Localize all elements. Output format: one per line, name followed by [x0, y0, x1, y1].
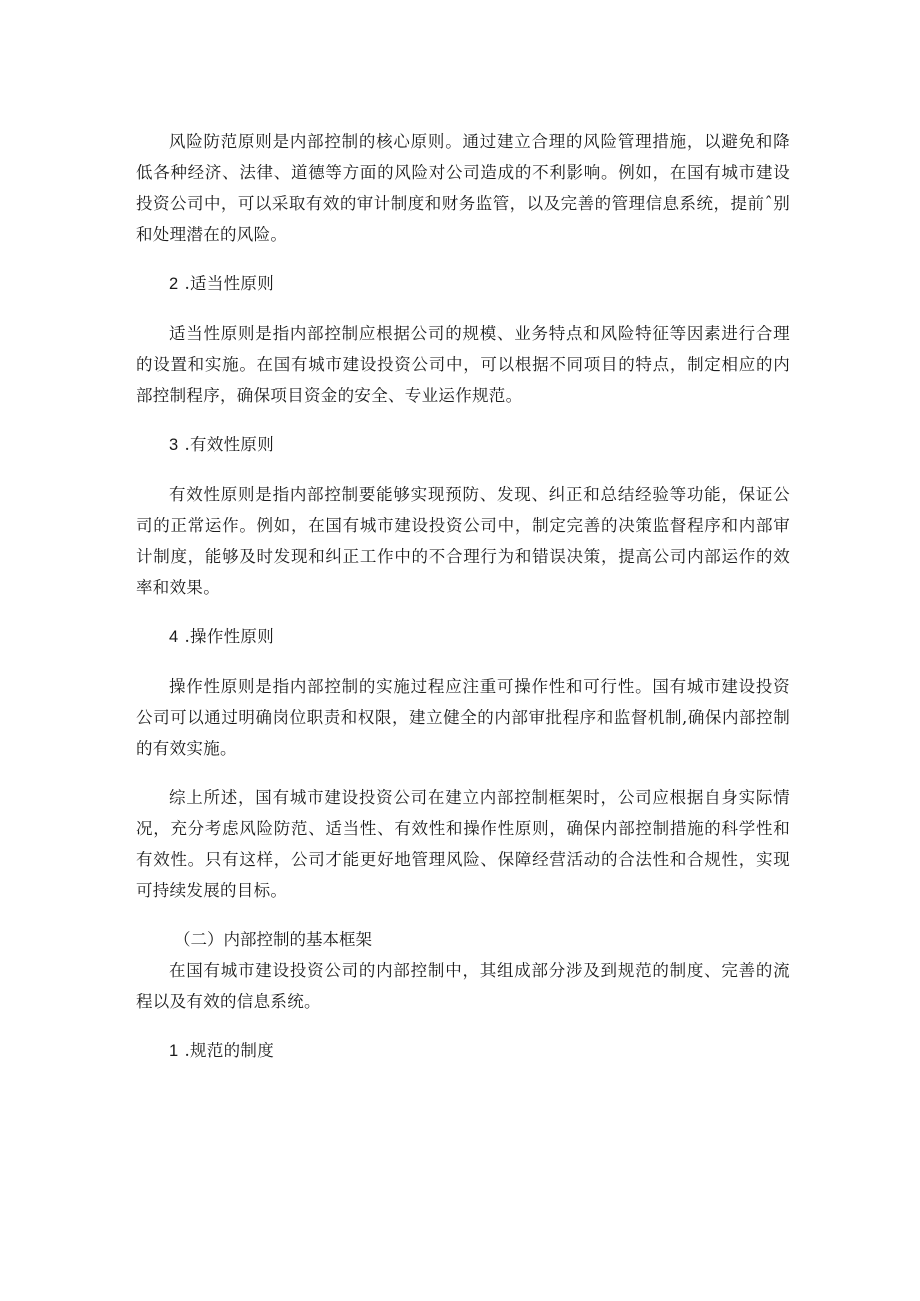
paragraph-framework-intro: 在国有城市建设投资公司的内部控制中，其组成部分涉及到规范的制度、完善的流程以及有效的信息系统。: [136, 961, 790, 1011]
section-subheading-basic-framework: （二）内部控制的基本框架: [174, 930, 372, 949]
paragraph-appropriateness: 适当性原则是指内部控制应根据公司的规模、业务特点和风险特征等因素进行合理的设置和实施。在国有城市建设投资公司中，可以根据不同项目的特点，制定相应的内部控制程序，确保项目资金的安全、专业运作规范。: [136, 324, 790, 405]
heading-number: 4: [169, 628, 179, 646]
paragraph-effectiveness: 有效性原则是指内部控制要能够实现预防、发现、纠正和总结经验等功能，保证公司的正常运作。例如，在国有城市建设投资公司中，制定完善的决策监督程序和内部审计制度，能够及时发现和纠正工作中的不合理行为和错误决策，提高公司内部运作的效率和效果。: [136, 485, 790, 597]
document-page: [136, 126, 790, 1067]
heading-number: 3: [169, 436, 179, 454]
paragraph-operability: 操作性原则是指内部控制的实施过程应注重可操作性和可行性。国有城市建设投资公司可以通过明确岗位职责和权限，建立健全的内部审批程序和监督机制,确保内部控制的有效实施。: [136, 677, 790, 758]
paragraph-risk-prevention: 风险防范原则是内部控制的核心原则。通过建立合理的风险管理措施，以避免和降低各种经济、法律、道德等方面的风险对公司造成的不利影响。例如，在国有城市建设投资公司中，可以采取有效的审计制度和财务监管，以及完善的管理信息系统，提前ˆ别和处理潜在的风险。: [136, 132, 790, 244]
heading-number: 2: [169, 275, 179, 293]
heading-text: .适当性原则: [184, 274, 275, 293]
heading-operability: [136, 621, 790, 653]
heading-appropriateness: [136, 268, 790, 300]
heading-text: .操作性原则: [184, 627, 275, 646]
heading-standard-system: [136, 1035, 790, 1067]
heading-text: .规范的制度: [184, 1041, 275, 1060]
heading-effectiveness: [136, 429, 790, 461]
heading-text: .有效性原则: [184, 435, 275, 454]
paragraph-summary: 综上所述，国有城市建设投资公司在建立内部控制框架时，公司应根据自身实际情况，充分考虑风险防范、适当性、有效性和操作性原则，确保内部控制措施的科学性和有效性。只有这样，公司才能更好地管理风险、保障经营活动的合法性和合规性，实现可持续发展的目标。: [136, 788, 790, 900]
heading-number: 1: [169, 1042, 179, 1060]
